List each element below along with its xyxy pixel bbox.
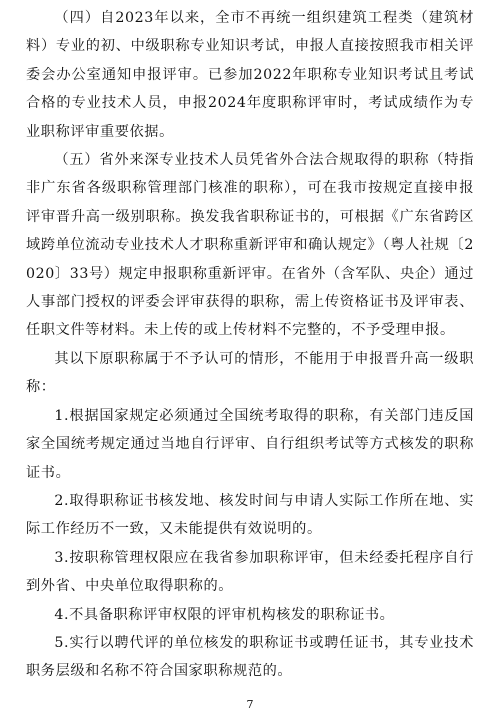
paragraph-item-4-exam-policy: （四）自2023年以来，全市不再统一组织建筑工程类（建筑材料）专业的初、中级职称专业知识考试，申报人直接按照我市相关评委会办公室通知申报评审。已参加2022年职称专业知识考试且考试合格的专业技术人员，申报2024年度职称评审时，考试成绩作为专业职称评审重要依据。 (26, 10, 474, 140)
paragraph-not-recognized-intro: 其以下原职称属于不予认可的情形，不能用于申报晋升高一级职称： (26, 350, 474, 396)
paragraph-item-5-out-of-province: （五）省外来深专业技术人员凭省外合法合规取得的职称（特指非广东省各级职称管理部门核准的职称），可在我市按规定直接申报评审晋升高一级别职称。换发我省职称证书的，可根据《广东省跨区域跨单位流动专业技术人才职称重新评审和确认规定》（粤人社规〔2020〕33号）规定申报职称重新评审。在省外（含军队、央企）通过人事部门授权的评委会评审获得的职称，需上传资格证书及评审表、任职文件等材料。未上传的或上传材料不完整的，不予受理申报。 (26, 152, 474, 339)
list-item-2: 2.取得职称证书核发地、核发时间与申请人实际工作所在地、实际工作经历不一致，又未能提供有效说明的。 (26, 492, 474, 538)
list-item-3: 3.按职称管理权限应在我省参加职称评审，但未经委托程序自行到外省、中央单位取得职称的。 (26, 549, 474, 595)
list-item-1: 1.根据国家规定必须通过全国统考取得的职称，有关部门违反国家全国统考规定通过当地自行评审、自行组织考试等方式核发的职称证书。 (26, 407, 474, 481)
list-item-5: 5.实行以聘代评的单位核发的职称证书或聘任证书，其专业技术职务层级和名称不符合国家职称规范的。 (26, 634, 474, 680)
page-number: 7 (246, 698, 254, 711)
list-item-4: 4.不具备职称评审权限的评审机构核发的职称证书。 (54, 606, 395, 623)
